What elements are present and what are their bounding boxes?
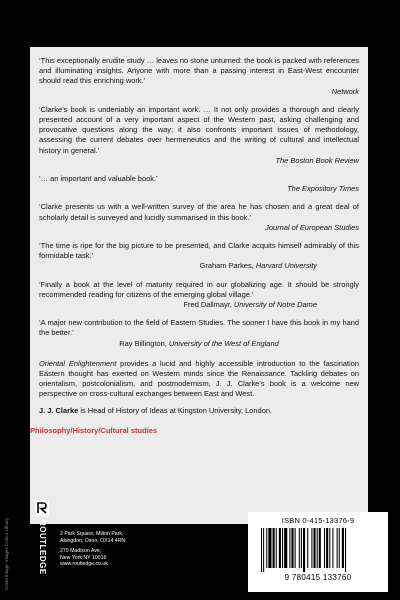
address-line: Abingdon, Oxon, OX14 4RN: [60, 537, 126, 544]
barcode-bar: [282, 528, 283, 568]
barcode-bar: [319, 528, 321, 568]
subject-category: Philosophy/History/Cultural studies: [30, 426, 158, 435]
barcode-bar: [337, 528, 338, 568]
author-name: J. J. Clarke: [39, 405, 79, 415]
review-quote: [39, 202, 359, 233]
image-credit-text: Cover image: Images Colour Library: [4, 517, 9, 590]
address-us: [60, 548, 125, 568]
barcode-bar: [307, 528, 308, 568]
reviewer-affiliation: Network: [331, 86, 359, 96]
address-line: 2 Park Square, Milton Park,: [60, 531, 124, 537]
barcode-bar: [299, 528, 300, 568]
review-text: ‘Clarke’s book is undeniably an important work. … It not only provides a thorough and clearly presented account of a very important aspect of the Western past, asking challenging and provocative questions along the way; it also confronts important issues of methodology, assessing the current debates over hermeneutics and the writing of cultural and intellectual history in general.’: [39, 104, 359, 155]
barcode-image: [259, 528, 377, 572]
barcode-bar: [273, 528, 275, 568]
barcode-bar: [303, 528, 305, 572]
barcode-bar: [345, 528, 346, 572]
review-text: ‘Clarke presents us with a well-written survey of the area he has chosen and a great deal of scholarly detail is surveyed and lucidly summarised in this book.’: [39, 202, 359, 222]
barcode-bar: [263, 528, 264, 572]
review-quote: [39, 105, 359, 166]
barcode-bar: [314, 528, 316, 568]
book-title: Oriental Enlightenment: [39, 358, 117, 368]
address-line: New York NY 10016: [60, 554, 107, 561]
barcode-bar: [268, 528, 271, 568]
review-source: [39, 339, 359, 349]
reviewer-name: Graham Parkes,: [199, 261, 256, 271]
review-text: ‘… an important and valuable book.’: [39, 174, 158, 184]
barcode-bar: [317, 528, 318, 568]
barcode-bar: [291, 528, 293, 568]
address-uk: [60, 531, 125, 544]
reviewer-name: Fred Dallmayr,: [183, 300, 234, 310]
barcode-bar: [311, 528, 312, 568]
reviewer-affiliation: University of Notre Dame: [233, 300, 317, 310]
description-text: provides a lucid and highly accessible introduction to the fascination Eastern thought has exerted on Western minds since the Renaissance. Tackling debates on orientalism, postcolonialism, and postmodernism, J. J. Clarke’s book is a welcome new perspective on cross-cultural exchanges between East and West.: [39, 358, 359, 399]
reviewer-affiliation: The Boston Book Review: [275, 155, 359, 165]
barcode-bar: [261, 528, 262, 572]
barcode-box: [248, 512, 388, 592]
review-quote: [39, 174, 359, 194]
barcode-bar: [276, 528, 277, 568]
publisher-website: www.routledge.co.uk: [60, 561, 108, 568]
review-quote: [39, 56, 359, 97]
review-quote: [39, 318, 359, 349]
barcode-bar: [339, 528, 340, 568]
barcode-bar: [342, 528, 344, 568]
routledge-mark-icon: [35, 500, 49, 516]
review-text: ‘This exceptionally erudite study … leaves no stone unturned: the book is packed with references and illuminating insights. Anyone with more than a passing interest in East-West encounter should read this enriching work.’: [39, 56, 359, 86]
review-text: ‘The time is ripe for the big picture to be presented, and Clarke acquits himself admirably of this formidable task.’: [39, 241, 359, 261]
barcode-bar: [332, 528, 333, 568]
barcode-bar: [279, 528, 281, 568]
reviewer-affiliation: Journal of European Studies: [265, 222, 359, 232]
review-source: [39, 223, 359, 233]
review-source: [39, 87, 359, 97]
publisher-logo: [35, 500, 49, 575]
image-credit: [4, 420, 14, 590]
barcode-bar: [324, 528, 325, 568]
review-text: ‘A major new contribution to the field of Eastern Studies. The sooner I have this book in my hand the better.’: [39, 318, 359, 338]
author-text: is Head of History of Ideas at Kingston University, London.: [78, 405, 273, 415]
barcode-bar: [329, 528, 330, 568]
barcode-bar: [301, 528, 302, 568]
ean-number: 9 780415 133760: [284, 573, 352, 582]
review-source: [39, 300, 359, 310]
isbn-number: ISBN 0-415-13376-9: [281, 516, 355, 525]
reviews-panel: [30, 47, 368, 524]
barcode-bar: [266, 528, 267, 568]
review-text: ‘Finally a book at the level of maturity required in our globalizing age. It should be strongly recommended reading for citizens of the emerging global village.’: [39, 279, 359, 299]
review-source: [39, 156, 359, 166]
address-line: 270 Madison Ave,: [60, 548, 102, 555]
review-source: [39, 184, 359, 194]
barcode-bar: [289, 528, 290, 568]
publisher-name: ROUTLEDGE: [38, 520, 47, 575]
barcode-bar: [284, 528, 287, 568]
reviewer-affiliation: University of the West of England: [168, 338, 279, 348]
author-bio: [39, 406, 359, 416]
review-quote: [39, 241, 359, 272]
reviewer-affiliation: The Expository Times: [287, 184, 359, 194]
review-source: [39, 261, 359, 271]
review-quote: [39, 280, 359, 311]
book-description: [39, 359, 359, 400]
reviewer-affiliation: Harvard University: [255, 261, 317, 271]
barcode-bar: [326, 528, 328, 568]
barcode-bar: [295, 528, 296, 568]
publisher-address: [60, 531, 125, 572]
reviewer-name: Ray Billington,: [119, 338, 169, 348]
